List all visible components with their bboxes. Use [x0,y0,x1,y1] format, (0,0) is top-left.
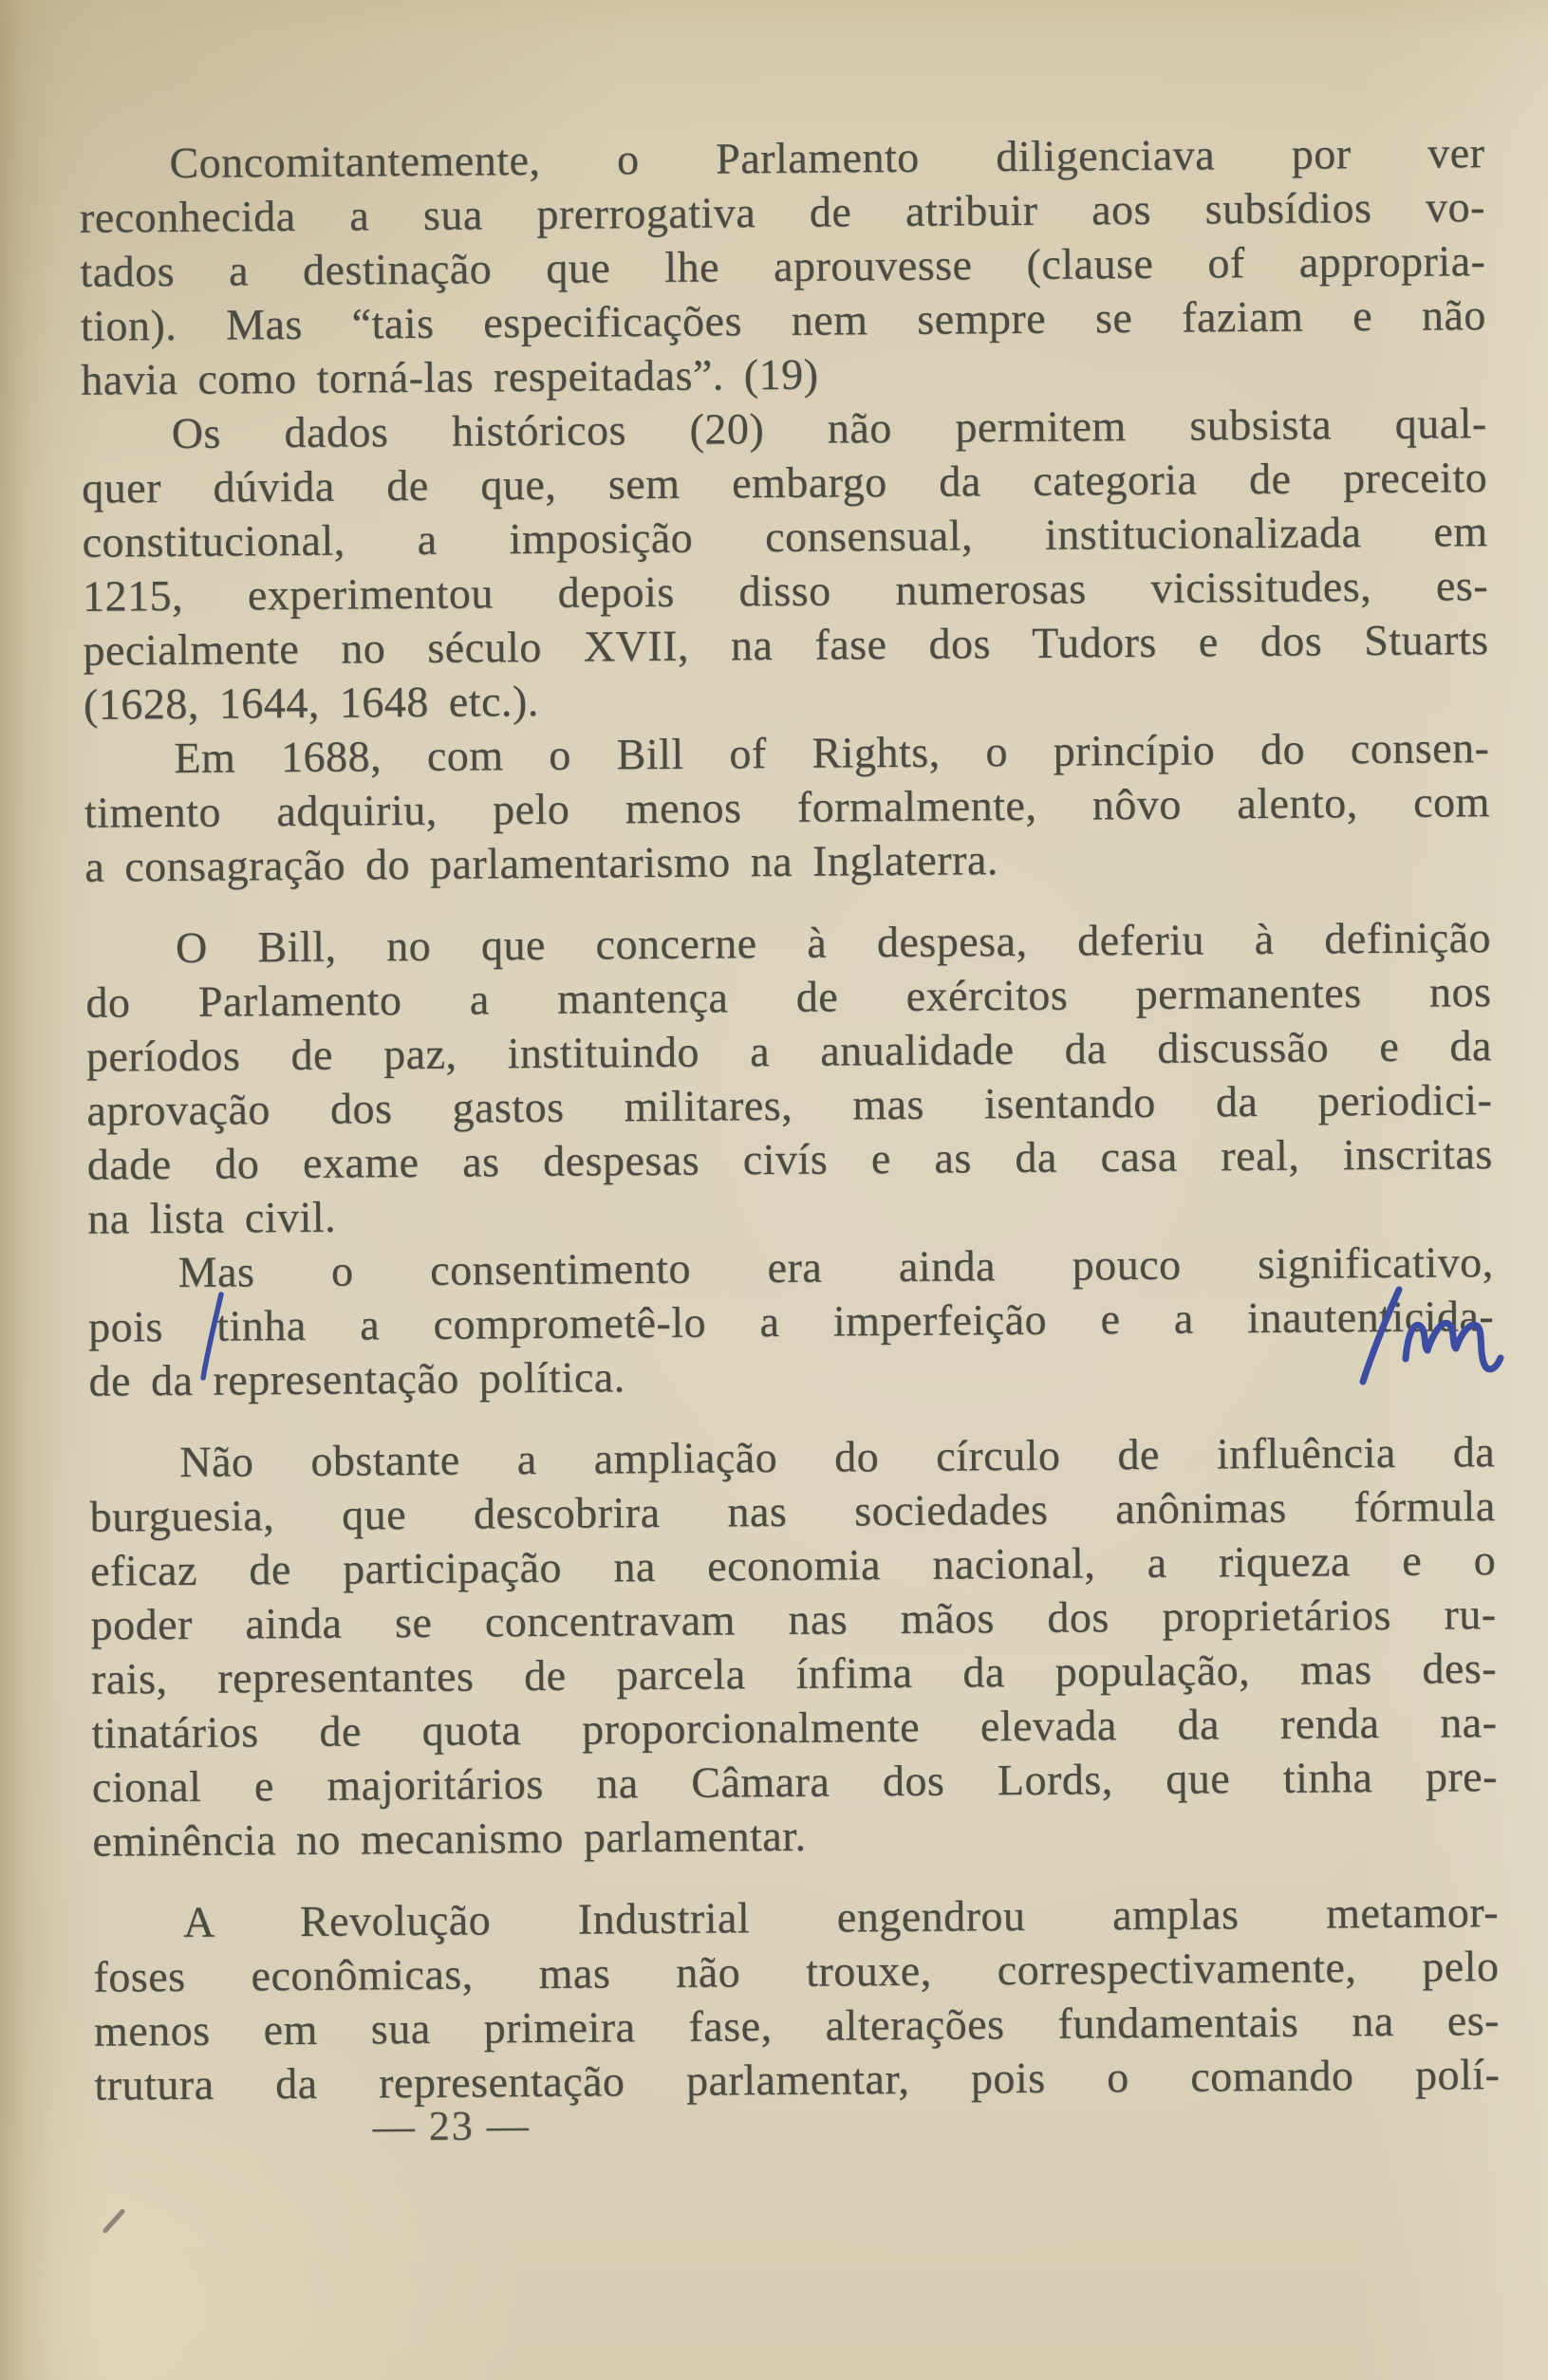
text-line: pecialmente no século XVII, na fase dos Tudors e dos Stuarts [83,615,1489,675]
text-line: rais, representantes de parcela ínfima da população, mas des- [90,1644,1498,1703]
text-line: Os dados históricos (20) não permitem subsista qual- [171,399,1487,457]
text-line: foses econômicas, mas não trouxe, correspectivamente, pelo [93,1942,1500,2001]
page-number: — 23 — [372,2102,531,2150]
paragraph [93,1885,1501,2112]
text-line: tion). Mas “tais especificações nem sempre se faziam e não [80,290,1486,350]
text-line: constitucional, a imposição consensual, institucionalizada em [82,507,1488,567]
text-line: poder ainda se concentravam nas mãos dos proprietários ru- [90,1590,1497,1649]
text-line: A Revolução Industrial engendrou amplas metamor- [182,1887,1500,1946]
text-line: quer dúvida de que, sem embargo da categoria de preceito [81,453,1488,512]
text-line: Em 1688, com o Bill of Rights, o princípio do consen- [174,723,1490,782]
paragraph [84,720,1490,894]
text-line: timento adquiriu, pelo menos formalmente, nôvo alento, com [84,777,1491,837]
text-line: dade do exame as despesas civís e as da casa real, inscritas [86,1129,1493,1189]
text-line: Não obstante a ampliação do círculo de influência da [179,1427,1496,1486]
text-line: períodos de paz, instituindo a anualidade da discussão e da [85,1021,1493,1081]
text-line: eminência no mecanismo parlamentar. [92,1811,807,1866]
text-line: de da representação política. [88,1352,625,1405]
text-line: na lista civil. [87,1192,337,1243]
paragraph [85,910,1494,1246]
text-line: tinatários de quota proporcionalmente elevada da renda na- [91,1698,1498,1757]
text-line: Concomitantemente, o Parlamento diligenciava por ver [169,128,1485,187]
text-line: aprovação dos gastos militares, mas isentando da periodici- [86,1075,1493,1135]
text-line: (1628, 1644, 1648 etc.). [83,676,539,729]
text-line: 1215, experimentou depois disso numerosas vicissitudes, es- [82,561,1489,621]
text-line: trutura da representação parlamentar, pois o comando polí- [94,2050,1501,2110]
paragraph [79,125,1486,407]
text-line: havia como torná-las respeitadas”. (19) [81,349,819,404]
text-block [79,125,1500,2112]
text-line: eficaz de participação na economia nacional, a riqueza e o [89,1535,1497,1595]
text-line: tados a destinação que lhe aprouvesse (clause of appropria- [80,236,1486,296]
text-line: burguesia, que descobrira nas sociedades anônimas fórmula [89,1481,1496,1541]
paragraph [89,1424,1499,1869]
text-line: a consagração do parlamentarismo na Inglaterra. [84,835,998,891]
text-line: O Bill, no que concerne à despesa, deferiu à definição [175,913,1492,972]
text-line: cional e majoritários na Câmara dos Lords, que tinha pre- [91,1752,1499,1812]
text-line: Mas o consentimento era ainda pouco significativo, [177,1237,1494,1296]
paragraph [87,1235,1494,1408]
text-line: do Parlamento a mantença de exércitos permanentes nos [85,967,1492,1027]
text-line: menos em sua primeira fase, alterações fundamentais na es- [93,1996,1501,2055]
text-line: pois tinha a comprometê-lo a imperfeição e a inautenticida- [87,1292,1495,1351]
text-line: reconhecida a sua prerrogativa de atribuir aos subsídios vo- [79,182,1486,242]
paragraph [81,396,1489,732]
